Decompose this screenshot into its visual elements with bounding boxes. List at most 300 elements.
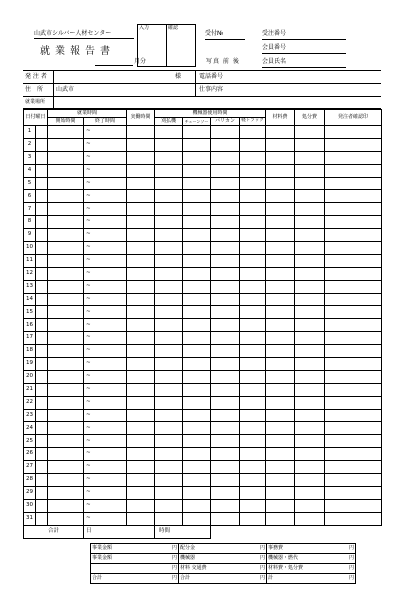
- brush-cutter-cell[interactable]: [155, 242, 183, 255]
- start-time-cell[interactable]: [48, 267, 84, 280]
- actual-hours-cell[interactable]: [127, 280, 155, 293]
- light-truck-cell[interactable]: [240, 461, 266, 474]
- cost-cell[interactable]: [179, 564, 267, 574]
- end-time-cell[interactable]: [84, 512, 127, 525]
- actual-hours-cell[interactable]: [127, 138, 155, 151]
- chainsaw-cell[interactable]: [183, 267, 211, 280]
- actual-hours-cell[interactable]: [127, 190, 155, 203]
- chainsaw-cell[interactable]: [183, 409, 211, 422]
- client-check-cell[interactable]: [325, 254, 382, 267]
- client-check-cell[interactable]: [325, 474, 382, 487]
- start-time-cell[interactable]: [48, 306, 84, 319]
- light-truck-cell[interactable]: [240, 435, 266, 448]
- end-time-cell[interactable]: [84, 126, 127, 139]
- clipper-cell[interactable]: [211, 370, 240, 383]
- client-check-cell[interactable]: [325, 203, 382, 216]
- disposal-fee-cell[interactable]: [295, 448, 325, 461]
- brush-cutter-cell[interactable]: [155, 474, 183, 487]
- clipper-cell[interactable]: [211, 216, 240, 229]
- clipper-cell[interactable]: [211, 422, 240, 435]
- weekday-cell[interactable]: [36, 396, 48, 409]
- material-cost-cell[interactable]: [266, 499, 295, 512]
- actual-hours-cell[interactable]: [127, 293, 155, 306]
- light-truck-cell[interactable]: [240, 126, 266, 139]
- chainsaw-cell[interactable]: [183, 422, 211, 435]
- material-cost-cell[interactable]: [266, 332, 295, 345]
- material-cost-cell[interactable]: [266, 293, 295, 306]
- cost-cell[interactable]: [267, 574, 356, 584]
- client-check-cell[interactable]: [325, 293, 382, 306]
- client-check-cell[interactable]: [325, 164, 382, 177]
- client-check-cell[interactable]: [325, 280, 382, 293]
- client-check-cell[interactable]: [325, 177, 382, 190]
- client-check-cell[interactable]: [325, 370, 382, 383]
- end-time-cell[interactable]: [84, 474, 127, 487]
- weekday-cell[interactable]: [36, 216, 48, 229]
- disposal-fee-cell[interactable]: [295, 409, 325, 422]
- disposal-fee-cell[interactable]: [295, 151, 325, 164]
- disposal-fee-cell[interactable]: [295, 486, 325, 499]
- end-time-cell[interactable]: [84, 332, 127, 345]
- end-time-cell[interactable]: [84, 216, 127, 229]
- end-time-cell[interactable]: [84, 306, 127, 319]
- end-time-cell[interactable]: [84, 280, 127, 293]
- weekday-cell[interactable]: [36, 461, 48, 474]
- start-time-cell[interactable]: [48, 499, 84, 512]
- brush-cutter-cell[interactable]: [155, 280, 183, 293]
- chainsaw-cell[interactable]: [183, 229, 211, 242]
- material-cost-cell[interactable]: [266, 267, 295, 280]
- disposal-fee-cell[interactable]: [295, 461, 325, 474]
- brush-cutter-cell[interactable]: [155, 345, 183, 358]
- brush-cutter-cell[interactable]: [155, 138, 183, 151]
- actual-hours-cell[interactable]: [127, 422, 155, 435]
- client-check-cell[interactable]: [325, 319, 382, 332]
- light-truck-cell[interactable]: [240, 396, 266, 409]
- clipper-cell[interactable]: [211, 448, 240, 461]
- cost-cell[interactable]: [91, 574, 179, 584]
- cost-cell[interactable]: [267, 564, 356, 574]
- material-cost-cell[interactable]: [266, 370, 295, 383]
- start-time-cell[interactable]: [48, 229, 84, 242]
- clipper-cell[interactable]: [211, 254, 240, 267]
- actual-hours-cell[interactable]: [127, 164, 155, 177]
- material-cost-cell[interactable]: [266, 319, 295, 332]
- actual-hours-cell[interactable]: [127, 267, 155, 280]
- clipper-cell[interactable]: [211, 332, 240, 345]
- chainsaw-cell[interactable]: [183, 345, 211, 358]
- weekday-cell[interactable]: [36, 229, 48, 242]
- clipper-cell[interactable]: [211, 345, 240, 358]
- client-check-cell[interactable]: [325, 422, 382, 435]
- brush-cutter-cell[interactable]: [155, 306, 183, 319]
- actual-hours-cell[interactable]: [127, 435, 155, 448]
- clipper-cell[interactable]: [211, 461, 240, 474]
- material-cost-cell[interactable]: [266, 177, 295, 190]
- cost-cell[interactable]: [267, 554, 356, 564]
- material-cost-cell[interactable]: [266, 422, 295, 435]
- chainsaw-cell[interactable]: [183, 486, 211, 499]
- client-check-cell[interactable]: [325, 229, 382, 242]
- light-truck-cell[interactable]: [240, 203, 266, 216]
- end-time-cell[interactable]: [84, 370, 127, 383]
- brush-cutter-cell[interactable]: [155, 409, 183, 422]
- start-time-cell[interactable]: [48, 254, 84, 267]
- brush-cutter-cell[interactable]: [155, 435, 183, 448]
- client-check-cell[interactable]: [325, 499, 382, 512]
- disposal-fee-cell[interactable]: [295, 216, 325, 229]
- client-check-cell[interactable]: [325, 216, 382, 229]
- client-check-cell[interactable]: [325, 448, 382, 461]
- start-time-cell[interactable]: [48, 358, 84, 371]
- brush-cutter-cell[interactable]: [155, 512, 183, 525]
- material-cost-cell[interactable]: [266, 216, 295, 229]
- actual-hours-cell[interactable]: [127, 332, 155, 345]
- disposal-fee-cell[interactable]: [295, 499, 325, 512]
- client-check-cell[interactable]: [325, 396, 382, 409]
- material-cost-cell[interactable]: [266, 151, 295, 164]
- cost-cell[interactable]: [91, 544, 179, 554]
- weekday-cell[interactable]: [36, 332, 48, 345]
- actual-hours-cell[interactable]: [127, 448, 155, 461]
- start-time-cell[interactable]: [48, 461, 84, 474]
- light-truck-cell[interactable]: [240, 474, 266, 487]
- weekday-cell[interactable]: [36, 370, 48, 383]
- light-truck-cell[interactable]: [240, 177, 266, 190]
- clipper-cell[interactable]: [211, 358, 240, 371]
- light-truck-cell[interactable]: [240, 409, 266, 422]
- weekday-cell[interactable]: [36, 383, 48, 396]
- clipper-cell[interactable]: [211, 396, 240, 409]
- start-time-cell[interactable]: [48, 242, 84, 255]
- material-cost-cell[interactable]: [266, 190, 295, 203]
- light-truck-cell[interactable]: [240, 358, 266, 371]
- light-truck-cell[interactable]: [240, 267, 266, 280]
- actual-hours-cell[interactable]: [127, 254, 155, 267]
- material-cost-cell[interactable]: [266, 461, 295, 474]
- weekday-cell[interactable]: [36, 151, 48, 164]
- weekday-cell[interactable]: [36, 422, 48, 435]
- client-check-cell[interactable]: [325, 190, 382, 203]
- end-time-cell[interactable]: [84, 383, 127, 396]
- disposal-fee-cell[interactable]: [295, 358, 325, 371]
- light-truck-cell[interactable]: [240, 319, 266, 332]
- actual-hours-cell[interactable]: [127, 177, 155, 190]
- disposal-fee-cell[interactable]: [295, 512, 325, 525]
- chainsaw-cell[interactable]: [183, 332, 211, 345]
- weekday-cell[interactable]: [36, 164, 48, 177]
- chainsaw-cell[interactable]: [183, 435, 211, 448]
- start-time-cell[interactable]: [48, 332, 84, 345]
- end-time-cell[interactable]: [84, 138, 127, 151]
- weekday-cell[interactable]: [36, 345, 48, 358]
- clipper-cell[interactable]: [211, 126, 240, 139]
- light-truck-cell[interactable]: [240, 164, 266, 177]
- chainsaw-cell[interactable]: [183, 512, 211, 525]
- start-time-cell[interactable]: [48, 486, 84, 499]
- client-check-cell[interactable]: [325, 345, 382, 358]
- clipper-cell[interactable]: [211, 242, 240, 255]
- chainsaw-cell[interactable]: [183, 254, 211, 267]
- disposal-fee-cell[interactable]: [295, 345, 325, 358]
- start-time-cell[interactable]: [48, 203, 84, 216]
- disposal-fee-cell[interactable]: [295, 280, 325, 293]
- chainsaw-cell[interactable]: [183, 138, 211, 151]
- clipper-cell[interactable]: [211, 151, 240, 164]
- client-check-cell[interactable]: [325, 461, 382, 474]
- weekday-cell[interactable]: [36, 448, 48, 461]
- clipper-cell[interactable]: [211, 474, 240, 487]
- disposal-fee-cell[interactable]: [295, 319, 325, 332]
- actual-hours-cell[interactable]: [127, 126, 155, 139]
- chainsaw-cell[interactable]: [183, 242, 211, 255]
- start-time-cell[interactable]: [48, 319, 84, 332]
- material-cost-cell[interactable]: [266, 138, 295, 151]
- weekday-cell[interactable]: [36, 474, 48, 487]
- disposal-fee-cell[interactable]: [295, 422, 325, 435]
- chainsaw-cell[interactable]: [183, 448, 211, 461]
- start-time-cell[interactable]: [48, 409, 84, 422]
- weekday-cell[interactable]: [36, 293, 48, 306]
- end-time-cell[interactable]: [84, 229, 127, 242]
- disposal-fee-cell[interactable]: [295, 138, 325, 151]
- actual-hours-cell[interactable]: [127, 499, 155, 512]
- chainsaw-cell[interactable]: [183, 216, 211, 229]
- material-cost-cell[interactable]: [266, 345, 295, 358]
- material-cost-cell[interactable]: [266, 254, 295, 267]
- chainsaw-cell[interactable]: [183, 203, 211, 216]
- brush-cutter-cell[interactable]: [155, 177, 183, 190]
- start-time-cell[interactable]: [48, 138, 84, 151]
- clipper-cell[interactable]: [211, 499, 240, 512]
- disposal-fee-cell[interactable]: [295, 267, 325, 280]
- cost-cell[interactable]: [179, 554, 267, 564]
- actual-hours-cell[interactable]: [127, 306, 155, 319]
- light-truck-cell[interactable]: [240, 280, 266, 293]
- weekday-cell[interactable]: [36, 267, 48, 280]
- light-truck-cell[interactable]: [240, 216, 266, 229]
- client-check-cell[interactable]: [325, 383, 382, 396]
- end-time-cell[interactable]: [84, 396, 127, 409]
- brush-cutter-cell[interactable]: [155, 203, 183, 216]
- weekday-cell[interactable]: [36, 512, 48, 525]
- light-truck-cell[interactable]: [240, 332, 266, 345]
- disposal-fee-cell[interactable]: [295, 370, 325, 383]
- actual-hours-cell[interactable]: [127, 242, 155, 255]
- weekday-cell[interactable]: [36, 409, 48, 422]
- start-time-cell[interactable]: [48, 512, 84, 525]
- actual-hours-cell[interactable]: [127, 486, 155, 499]
- chainsaw-cell[interactable]: [183, 164, 211, 177]
- material-cost-cell[interactable]: [266, 474, 295, 487]
- material-cost-cell[interactable]: [266, 280, 295, 293]
- client-check-cell[interactable]: [325, 138, 382, 151]
- light-truck-cell[interactable]: [240, 448, 266, 461]
- end-time-cell[interactable]: [84, 164, 127, 177]
- material-cost-cell[interactable]: [266, 486, 295, 499]
- cost-cell[interactable]: [91, 564, 179, 574]
- chainsaw-cell[interactable]: [183, 499, 211, 512]
- end-time-cell[interactable]: [84, 190, 127, 203]
- start-time-cell[interactable]: [48, 216, 84, 229]
- weekday-cell[interactable]: [36, 190, 48, 203]
- disposal-fee-cell[interactable]: [295, 229, 325, 242]
- phone-field[interactable]: [238, 72, 378, 82]
- brush-cutter-cell[interactable]: [155, 319, 183, 332]
- end-time-cell[interactable]: [84, 177, 127, 190]
- end-time-cell[interactable]: [84, 435, 127, 448]
- disposal-fee-cell[interactable]: [295, 293, 325, 306]
- clipper-cell[interactable]: [211, 190, 240, 203]
- chainsaw-cell[interactable]: [183, 293, 211, 306]
- weekday-cell[interactable]: [36, 358, 48, 371]
- clipper-cell[interactable]: [211, 486, 240, 499]
- actual-hours-cell[interactable]: [127, 151, 155, 164]
- chainsaw-cell[interactable]: [183, 306, 211, 319]
- weekday-cell[interactable]: [36, 435, 48, 448]
- disposal-fee-cell[interactable]: [295, 435, 325, 448]
- start-time-cell[interactable]: [48, 435, 84, 448]
- brush-cutter-cell[interactable]: [155, 461, 183, 474]
- disposal-fee-cell[interactable]: [295, 306, 325, 319]
- cost-cell[interactable]: [91, 554, 179, 564]
- material-cost-cell[interactable]: [266, 126, 295, 139]
- chainsaw-cell[interactable]: [183, 370, 211, 383]
- actual-hours-cell[interactable]: [127, 216, 155, 229]
- clipper-cell[interactable]: [211, 383, 240, 396]
- end-time-cell[interactable]: [84, 293, 127, 306]
- disposal-fee-cell[interactable]: [295, 383, 325, 396]
- client-check-cell[interactable]: [325, 435, 382, 448]
- material-cost-cell[interactable]: [266, 396, 295, 409]
- light-truck-cell[interactable]: [240, 190, 266, 203]
- start-time-cell[interactable]: [48, 190, 84, 203]
- actual-hours-cell[interactable]: [127, 319, 155, 332]
- client-check-cell[interactable]: [325, 332, 382, 345]
- disposal-fee-cell[interactable]: [295, 474, 325, 487]
- brush-cutter-cell[interactable]: [155, 358, 183, 371]
- end-time-cell[interactable]: [84, 461, 127, 474]
- chainsaw-cell[interactable]: [183, 396, 211, 409]
- disposal-fee-cell[interactable]: [295, 177, 325, 190]
- brush-cutter-cell[interactable]: [155, 126, 183, 139]
- actual-hours-cell[interactable]: [127, 474, 155, 487]
- work-content-field[interactable]: [238, 85, 378, 95]
- light-truck-cell[interactable]: [240, 383, 266, 396]
- start-time-cell[interactable]: [48, 177, 84, 190]
- clipper-cell[interactable]: [211, 267, 240, 280]
- start-time-cell[interactable]: [48, 422, 84, 435]
- disposal-fee-cell[interactable]: [295, 242, 325, 255]
- weekday-cell[interactable]: [36, 203, 48, 216]
- client-field[interactable]: [55, 72, 170, 82]
- clipper-cell[interactable]: [211, 164, 240, 177]
- disposal-fee-cell[interactable]: [295, 396, 325, 409]
- start-time-cell[interactable]: [48, 164, 84, 177]
- clipper-cell[interactable]: [211, 293, 240, 306]
- brush-cutter-cell[interactable]: [155, 486, 183, 499]
- light-truck-cell[interactable]: [240, 254, 266, 267]
- clipper-cell[interactable]: [211, 435, 240, 448]
- cost-cell[interactable]: [179, 574, 267, 584]
- client-check-cell[interactable]: [325, 267, 382, 280]
- brush-cutter-cell[interactable]: [155, 396, 183, 409]
- material-cost-cell[interactable]: [266, 358, 295, 371]
- end-time-cell[interactable]: [84, 267, 127, 280]
- light-truck-cell[interactable]: [240, 370, 266, 383]
- material-cost-cell[interactable]: [266, 409, 295, 422]
- actual-hours-cell[interactable]: [127, 229, 155, 242]
- end-time-cell[interactable]: [84, 422, 127, 435]
- start-time-cell[interactable]: [48, 396, 84, 409]
- material-cost-cell[interactable]: [266, 203, 295, 216]
- brush-cutter-cell[interactable]: [155, 448, 183, 461]
- start-time-cell[interactable]: [48, 474, 84, 487]
- actual-hours-cell[interactable]: [127, 203, 155, 216]
- actual-hours-cell[interactable]: [127, 461, 155, 474]
- material-cost-cell[interactable]: [266, 164, 295, 177]
- start-time-cell[interactable]: [48, 370, 84, 383]
- material-cost-cell[interactable]: [266, 242, 295, 255]
- actual-hours-cell[interactable]: [127, 409, 155, 422]
- chainsaw-cell[interactable]: [183, 461, 211, 474]
- client-check-cell[interactable]: [325, 306, 382, 319]
- brush-cutter-cell[interactable]: [155, 332, 183, 345]
- actual-hours-cell[interactable]: [127, 383, 155, 396]
- disposal-fee-cell[interactable]: [295, 164, 325, 177]
- start-time-cell[interactable]: [48, 383, 84, 396]
- light-truck-cell[interactable]: [240, 293, 266, 306]
- start-time-cell[interactable]: [48, 280, 84, 293]
- weekday-cell[interactable]: [36, 254, 48, 267]
- material-cost-cell[interactable]: [266, 229, 295, 242]
- chainsaw-cell[interactable]: [183, 177, 211, 190]
- light-truck-cell[interactable]: [240, 499, 266, 512]
- start-time-cell[interactable]: [48, 126, 84, 139]
- total-hours-cell[interactable]: [155, 525, 211, 538]
- chainsaw-cell[interactable]: [183, 280, 211, 293]
- chainsaw-cell[interactable]: [183, 474, 211, 487]
- client-check-cell[interactable]: [325, 126, 382, 139]
- client-check-cell[interactable]: [325, 486, 382, 499]
- chainsaw-cell[interactable]: [183, 126, 211, 139]
- actual-hours-cell[interactable]: [127, 396, 155, 409]
- work-place-field[interactable]: [55, 98, 375, 108]
- light-truck-cell[interactable]: [240, 229, 266, 242]
- weekday-cell[interactable]: [36, 126, 48, 139]
- disposal-fee-cell[interactable]: [295, 332, 325, 345]
- actual-hours-cell[interactable]: [127, 358, 155, 371]
- brush-cutter-cell[interactable]: [155, 229, 183, 242]
- end-time-cell[interactable]: [84, 448, 127, 461]
- weekday-cell[interactable]: [36, 499, 48, 512]
- material-cost-cell[interactable]: [266, 435, 295, 448]
- chainsaw-cell[interactable]: [183, 151, 211, 164]
- client-check-cell[interactable]: [325, 358, 382, 371]
- end-time-cell[interactable]: [84, 242, 127, 255]
- clipper-cell[interactable]: [211, 203, 240, 216]
- clipper-cell[interactable]: [211, 280, 240, 293]
- light-truck-cell[interactable]: [240, 486, 266, 499]
- address-value[interactable]: 山武市: [56, 86, 75, 93]
- chainsaw-cell[interactable]: [183, 358, 211, 371]
- light-truck-cell[interactable]: [240, 242, 266, 255]
- cost-cell[interactable]: [267, 544, 356, 554]
- start-time-cell[interactable]: [48, 293, 84, 306]
- end-time-cell[interactable]: [84, 345, 127, 358]
- weekday-cell[interactable]: [36, 486, 48, 499]
- disposal-fee-cell[interactable]: [295, 190, 325, 203]
